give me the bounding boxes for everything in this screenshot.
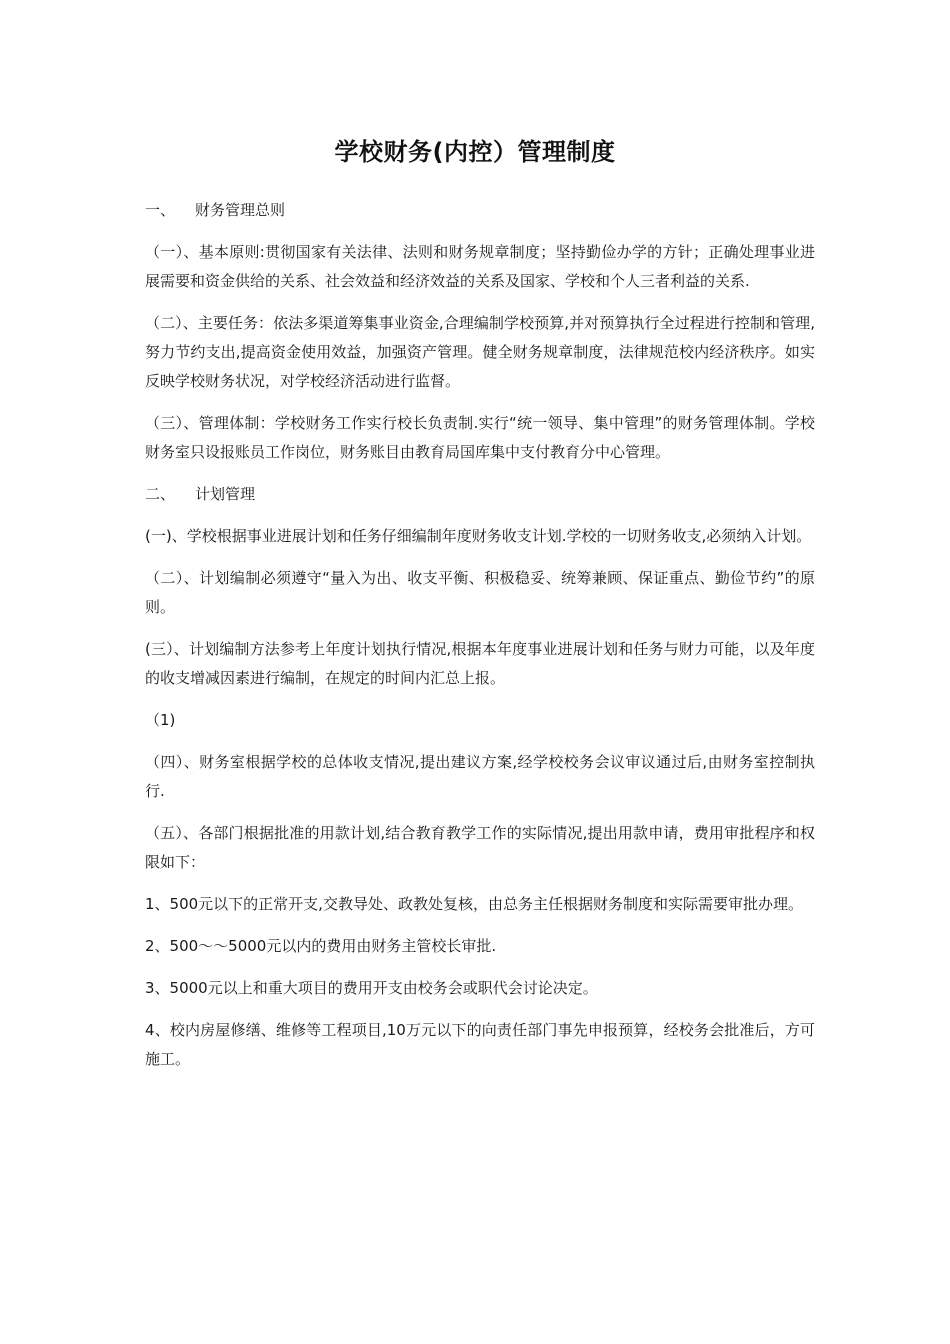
- document-body: [145, 196, 815, 1087]
- section-heading-text: 计划管理: [195, 485, 256, 503]
- paragraph-approval-1: 1、500元以下的正常开支,交教导处、政教处复核，由总务主任根据财务制度和实际需要审批办理。: [145, 895, 803, 913]
- paragraph-approval-3: 3、5000元以上和重大项目的费用开支由校务会或职代会讨论决定。: [145, 979, 598, 997]
- paragraph-plan-5: （五）、各部门根据批准的用款计划,结合教育教学工作的实际情况,提出用款申请，费用审批程序和权限如下：: [145, 824, 815, 871]
- paragraph-approval-4: 4、校内房屋修缮、维修等工程项目,10万元以下的向责任部门事先申报预算，经校务会批准后，方可施工。: [145, 1021, 815, 1068]
- section-number: 一、: [145, 201, 176, 219]
- paragraph-basic-principles: （一）、基本原则:贯彻国家有关法律、法则和财务规章制度；坚持勤俭办学的方针；正确处理事业进展需要和资金供给的关系、社会效益和经济效益的关系及国家、学校和个人三者利益的关系.: [145, 243, 815, 290]
- paragraph-plan-2: （二）、计划编制必须遵守“量入为出、收支平衡、积极稳妥、统筹兼顾、保证重点、勤俭节约”的原则。: [145, 569, 815, 616]
- section-heading-plan: [145, 480, 815, 509]
- paragraph-management-system: （三）、管理体制：学校财务工作实行校长负责制.实行“统一领导、集中管理”的财务管理体制。学校财务室只设报账员工作岗位，财务账目由教育局国库集中支付教育分中心管理。: [145, 414, 815, 461]
- paragraph-main-tasks: （二）、主要任务：依法多渠道筹集事业资金,合理编制学校预算,并对预算执行全过程进行控制和管理,努力节约支出,提高资金使用效益，加强资产管理。健全财务规章制度，法律规范校内经济秩序。如实反映学校财务状况，对学校经济活动进行监督。: [145, 314, 815, 390]
- document-title: 学校财务(内控）管理制度: [334, 138, 616, 166]
- paragraph-plan-3: (三）、计划编制方法参考上年度计划执行情况,根据本年度事业进展计划和任务与财力可能，以及年度的收支增减因素进行编制，在规定的时间内汇总上报。: [145, 640, 815, 687]
- section-heading-general: [145, 196, 815, 225]
- section-heading-text: 财务管理总则: [195, 201, 286, 219]
- paragraph-plan-1: (一)、学校根据事业进展计划和任务仔细编制年度财务收支计划.学校的一切财务收支,必须纳入计划。: [145, 527, 812, 545]
- paragraph-note-1: （1): [145, 711, 176, 729]
- paragraph-plan-4: （四）、财务室根据学校的总体收支情况,提出建议方案,经学校校务会议审议通过后,由财务室控制执行.: [145, 753, 815, 800]
- paragraph-approval-2: 2、500～～5000元以内的费用由财务主管校长审批.: [145, 937, 497, 955]
- section-number: 二、: [145, 485, 176, 503]
